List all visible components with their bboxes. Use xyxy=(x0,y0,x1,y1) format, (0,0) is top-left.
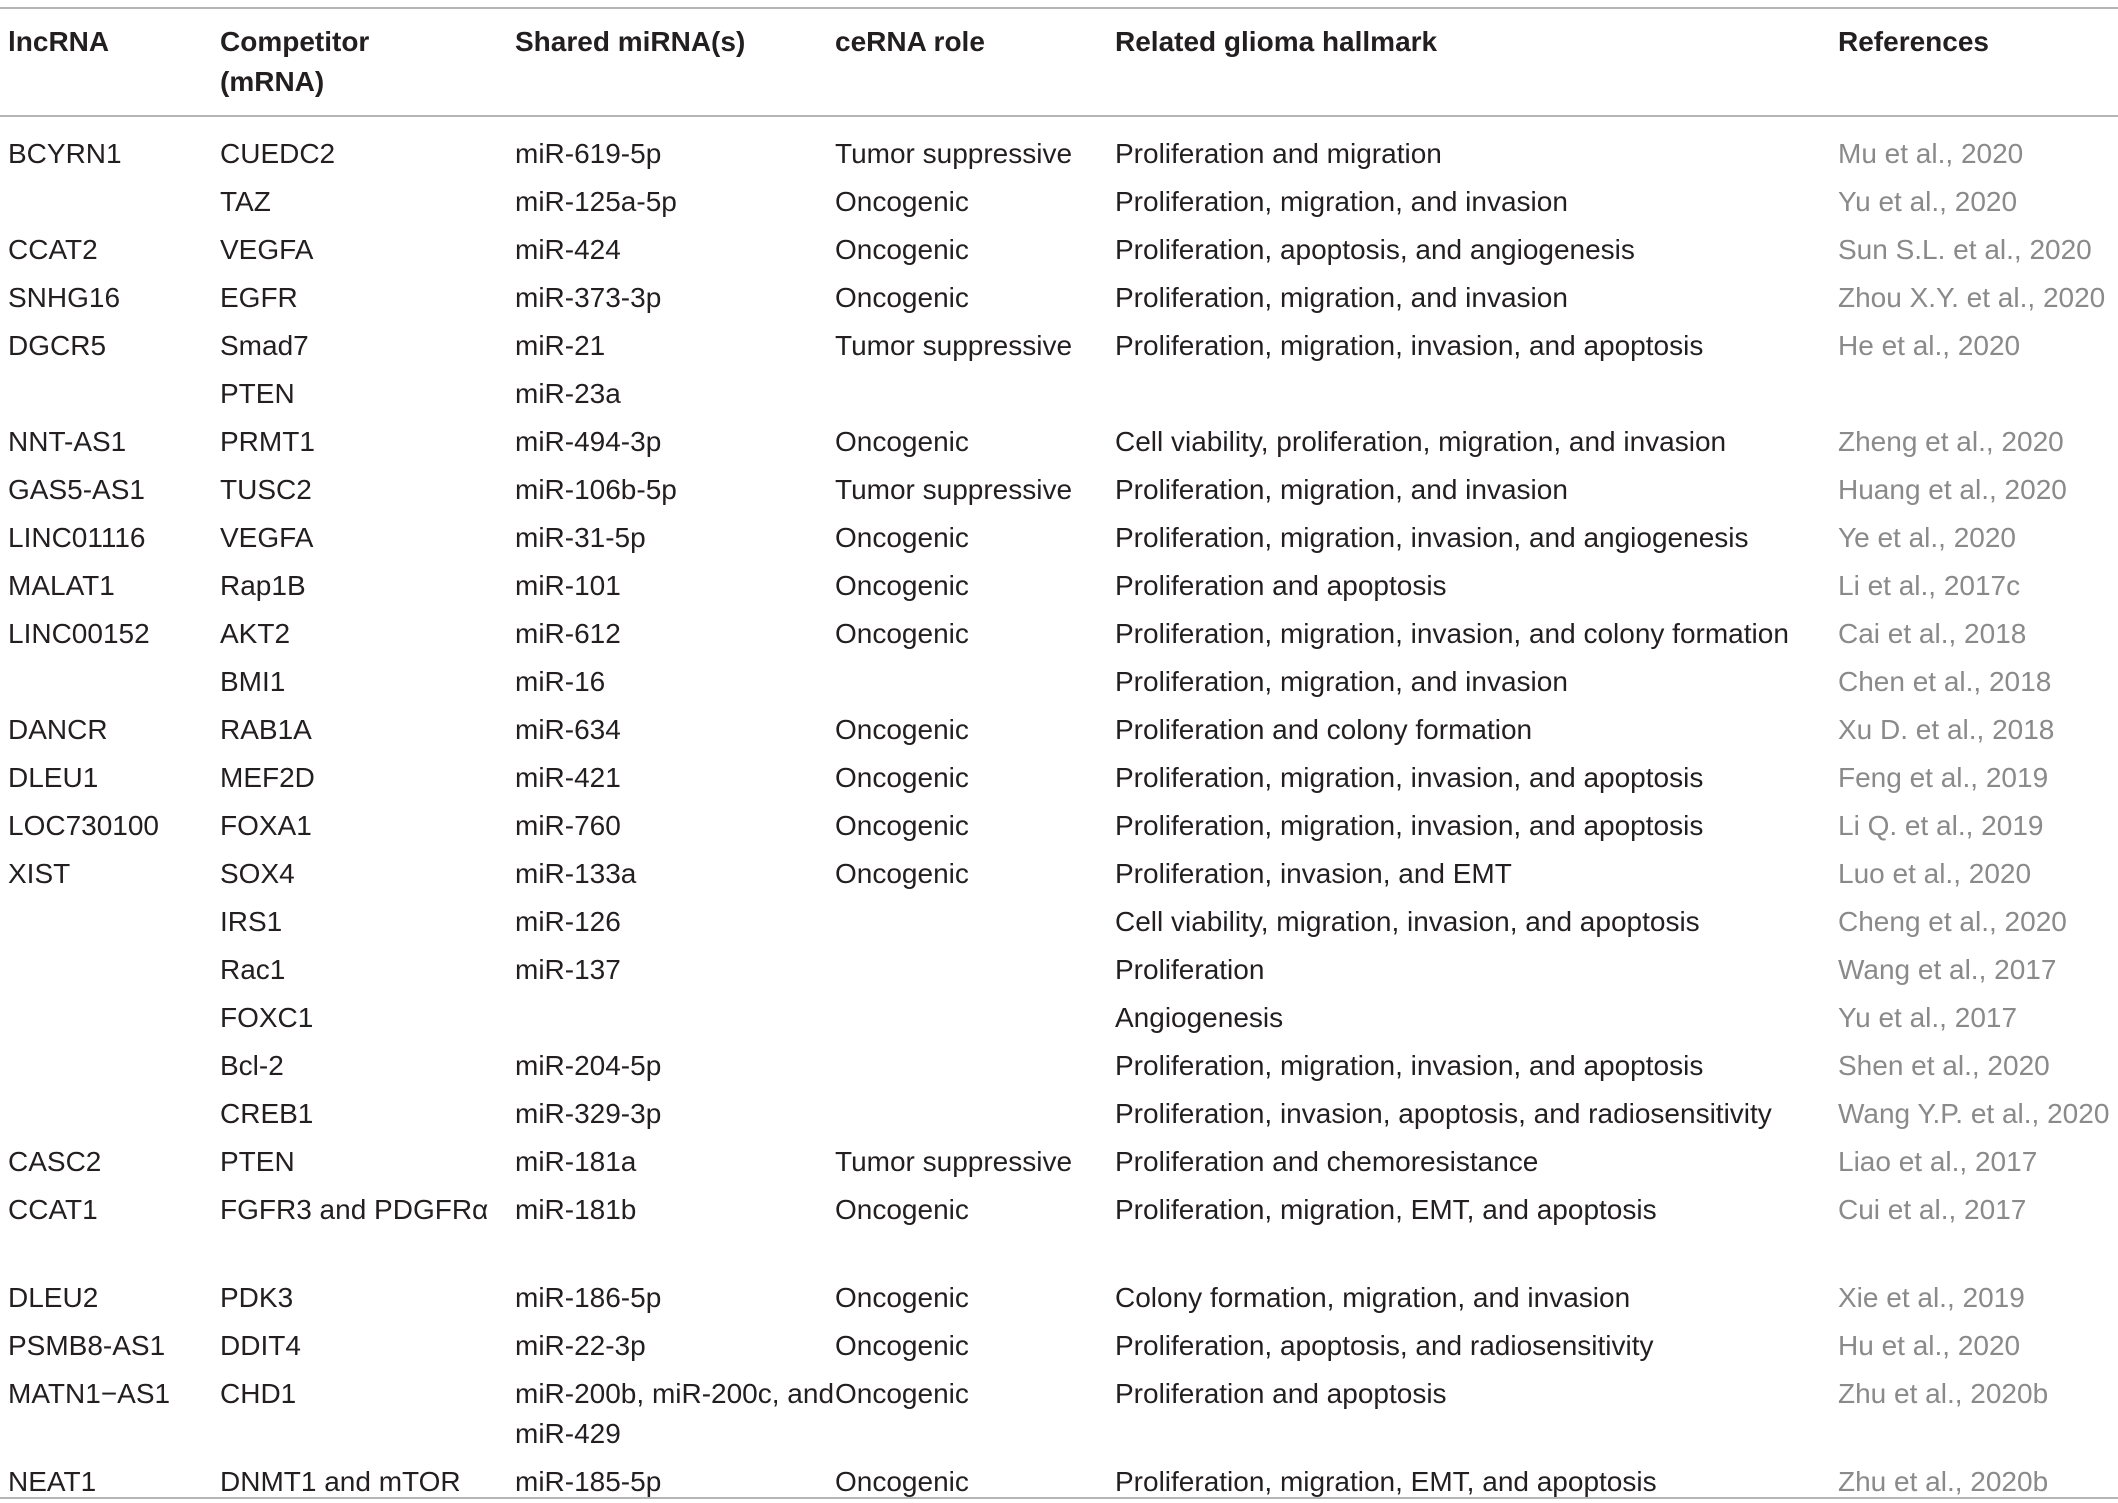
cell-mirna: miR-16 xyxy=(515,666,606,697)
header-mirna: Shared miRNA(s) xyxy=(515,26,746,57)
cell-hallmark: Colony formation, migration, and invasion xyxy=(1115,1282,1631,1313)
table-row xyxy=(0,1366,2118,1454)
cell-reference: Xu D. et al., 2018 xyxy=(1838,714,2055,745)
cell-competitor: DDIT4 xyxy=(220,1330,301,1361)
cell-lncrna: DGCR5 xyxy=(8,330,107,361)
table-row xyxy=(0,894,2118,942)
table-row xyxy=(0,1454,2118,1502)
cell-reference: Zheng et al., 2020 xyxy=(1838,426,2064,457)
cell-lncrna: CASC2 xyxy=(8,1146,102,1177)
cell-mirna: miR-22-3p xyxy=(515,1330,646,1361)
cell-lncrna: XIST xyxy=(8,858,71,889)
table-row xyxy=(0,990,2118,1038)
cell-hallmark: Proliferation, migration, invasion, and angiogenesis xyxy=(1115,522,1749,553)
cell-cerna-role: Oncogenic xyxy=(835,1466,969,1497)
cell-hallmark: Proliferation and apoptosis xyxy=(1115,570,1447,601)
cell-competitor: FOXA1 xyxy=(220,810,312,841)
cell-mirna: miR-421 xyxy=(515,762,621,793)
cell-hallmark: Angiogenesis xyxy=(1115,1002,1284,1033)
table-row xyxy=(0,846,2118,894)
table-body xyxy=(0,115,2118,1502)
cell-hallmark: Proliferation, apoptosis, and angiogenesis xyxy=(1115,234,1635,265)
cell-cerna-role: Oncogenic xyxy=(835,570,969,601)
cell-competitor: AKT2 xyxy=(220,618,291,649)
cell-mirna: miR-373-3p xyxy=(515,282,662,313)
cell-mirna: miR-200b, miR-200c, and miR-429 xyxy=(515,1378,835,1449)
cell-hallmark: Proliferation and apoptosis xyxy=(1115,1378,1447,1409)
cell-lncrna xyxy=(0,1038,220,1086)
cell-hallmark: Proliferation, migration, and invasion xyxy=(1115,666,1568,697)
cell-competitor: CUEDC2 xyxy=(220,138,336,169)
cell-reference: Wang et al., 2017 xyxy=(1838,954,2057,985)
cell-lncrna: SNHG16 xyxy=(8,282,121,313)
cell-competitor: RAB1A xyxy=(220,714,312,745)
cell-competitor: Smad7 xyxy=(220,330,309,361)
cell-reference: Mu et al., 2020 xyxy=(1838,138,2024,169)
cell-mirna: miR-133a xyxy=(515,858,637,889)
cell-lncrna xyxy=(0,1086,220,1134)
cell-competitor: CREB1 xyxy=(220,1098,314,1129)
cell-hallmark: Proliferation, invasion, and EMT xyxy=(1115,858,1512,889)
table-row xyxy=(0,702,2118,750)
cell-hallmark: Proliferation, migration, invasion, and colony formation xyxy=(1115,618,1789,649)
table-row xyxy=(0,270,2118,318)
cell-hallmark: Cell viability, proliferation, migration, and invasion xyxy=(1115,426,1727,457)
cell-competitor: MEF2D xyxy=(220,762,315,793)
cell-competitor: Rac1 xyxy=(220,954,286,985)
cell-reference: Liao et al., 2017 xyxy=(1838,1146,2038,1177)
cell-lncrna: MATN1−AS1 xyxy=(8,1378,171,1409)
cell-cerna-role: Oncogenic xyxy=(835,282,969,313)
cell-reference: Chen et al., 2018 xyxy=(1838,666,2052,697)
cell-mirna xyxy=(515,990,835,1038)
cell-mirna: miR-612 xyxy=(515,618,621,649)
cell-hallmark: Proliferation, migration, invasion, and apoptosis xyxy=(1115,810,1704,841)
cell-lncrna: CCAT2 xyxy=(8,234,98,265)
cell-competitor: PTEN xyxy=(220,1146,295,1177)
cell-reference: Zhu et al., 2020b xyxy=(1838,1378,2049,1409)
cell-hallmark: Cell viability, migration, invasion, and apoptosis xyxy=(1115,906,1700,937)
cell-reference: Cui et al., 2017 xyxy=(1838,1194,2027,1225)
cell-mirna: miR-126 xyxy=(515,906,621,937)
cell-lncrna: DANCR xyxy=(8,714,108,745)
cell-competitor: IRS1 xyxy=(220,906,283,937)
cell-competitor: EGFR xyxy=(220,282,298,313)
cell-competitor: PRMT1 xyxy=(220,426,315,457)
cell-lncrna xyxy=(0,654,220,702)
cell-cerna-role: Oncogenic xyxy=(835,618,969,649)
cell-reference: Zhou X.Y. et al., 2020 xyxy=(1838,282,2106,313)
cell-cerna-role: Tumor suppressive xyxy=(835,1146,1073,1177)
cell-reference: Li et al., 2017c xyxy=(1838,570,2021,601)
cell-competitor: PDK3 xyxy=(220,1282,294,1313)
cell-hallmark: Proliferation, migration, and invasion xyxy=(1115,474,1568,505)
cell-lncrna: BCYRN1 xyxy=(8,138,122,169)
cell-cerna-role: Oncogenic xyxy=(835,1378,969,1409)
cell-cerna-role: Tumor suppressive xyxy=(835,330,1073,361)
cell-hallmark: Proliferation, migration, invasion, and apoptosis xyxy=(1115,1050,1704,1081)
cell-cerna-role: Oncogenic xyxy=(835,522,969,553)
table-row xyxy=(0,174,2118,222)
table-row xyxy=(0,1134,2118,1182)
cell-hallmark: Proliferation and migration xyxy=(1115,138,1442,169)
cell-competitor: Rap1B xyxy=(220,570,306,601)
cell-hallmark: Proliferation, migration, invasion, and apoptosis xyxy=(1115,330,1704,361)
table-row xyxy=(0,462,2118,510)
cell-mirna: miR-21 xyxy=(515,330,606,361)
cell-reference: Yu et al., 2017 xyxy=(1838,1002,2018,1033)
cell-hallmark: Proliferation, migration, and invasion xyxy=(1115,186,1568,217)
header-references: References xyxy=(1838,26,1989,57)
table-row xyxy=(0,366,2118,414)
cell-competitor: PTEN xyxy=(220,378,295,409)
cell-competitor: TAZ xyxy=(220,186,271,217)
cell-competitor: TUSC2 xyxy=(220,474,312,505)
cell-reference: Cai et al., 2018 xyxy=(1838,618,2027,649)
table-row xyxy=(0,606,2118,654)
cell-reference: Feng et al., 2019 xyxy=(1838,762,2049,793)
cell-lncrna: DLEU2 xyxy=(8,1282,99,1313)
cell-mirna: miR-125a-5p xyxy=(515,186,677,217)
cell-cerna-role xyxy=(835,990,1115,1038)
cell-mirna: miR-185-5p xyxy=(515,1466,662,1497)
cell-lncrna: NEAT1 xyxy=(8,1466,97,1497)
table-row xyxy=(0,1086,2118,1134)
cell-competitor: DNMT1 and mTOR xyxy=(220,1466,461,1497)
cell-hallmark: Proliferation and chemoresistance xyxy=(1115,1146,1539,1177)
cell-lncrna: NNT-AS1 xyxy=(8,426,127,457)
cell-mirna: miR-424 xyxy=(515,234,621,265)
cell-hallmark: Proliferation, migration, EMT, and apoptosis xyxy=(1115,1194,1657,1225)
cell-competitor: SOX4 xyxy=(220,858,295,889)
cell-competitor: FOXC1 xyxy=(220,1002,314,1033)
cell-hallmark: Proliferation, migration, and invasion xyxy=(1115,282,1568,313)
table-row xyxy=(0,1038,2118,1086)
cell-lncrna xyxy=(0,366,220,414)
table-row xyxy=(0,318,2118,366)
table-row xyxy=(0,750,2118,798)
cell-mirna: miR-634 xyxy=(515,714,621,745)
cell-cerna-role: Oncogenic xyxy=(835,1282,969,1313)
cell-lncrna: MALAT1 xyxy=(8,570,115,601)
table-row xyxy=(0,798,2118,846)
cell-hallmark: Proliferation xyxy=(1115,954,1265,985)
table-header xyxy=(0,8,2118,115)
cell-lncrna: LINC00152 xyxy=(8,618,150,649)
cell-lncrna xyxy=(0,174,220,222)
cell-hallmark: Proliferation, invasion, apoptosis, and radiosensitivity xyxy=(1115,1098,1772,1129)
table-row xyxy=(0,1182,2118,1270)
table-row xyxy=(0,414,2118,462)
cell-reference: Wang Y.P. et al., 2020 xyxy=(1838,1098,2110,1129)
cell-cerna-role: Oncogenic xyxy=(835,186,969,217)
cell-mirna: miR-106b-5p xyxy=(515,474,677,505)
cell-reference: Yu et al., 2020 xyxy=(1838,186,2018,217)
table-row xyxy=(0,1318,2118,1366)
cell-lncrna: CCAT1 xyxy=(8,1194,98,1225)
cell-reference: Sun S.L. et al., 2020 xyxy=(1838,234,2092,265)
cell-mirna: miR-137 xyxy=(515,954,621,985)
table-row xyxy=(0,558,2118,606)
table-row xyxy=(0,1270,2118,1318)
cell-cerna-role: Oncogenic xyxy=(835,714,969,745)
cell-competitor: BMI1 xyxy=(220,666,286,697)
cell-reference: Shen et al., 2020 xyxy=(1838,1050,2050,1081)
table-row xyxy=(0,115,2118,174)
cell-reference: Hu et al., 2020 xyxy=(1838,1330,2021,1361)
cell-competitor: FGFR3 and PDGFRα xyxy=(220,1194,489,1225)
header-competitor-line1: Competitor xyxy=(220,26,370,57)
header-lncrna: lncRNA xyxy=(8,26,110,57)
cell-cerna-role: Tumor suppressive xyxy=(835,474,1073,505)
cell-hallmark: Proliferation, apoptosis, and radiosensitivity xyxy=(1115,1330,1654,1361)
cell-mirna: miR-186-5p xyxy=(515,1282,662,1313)
cell-lncrna: LINC01116 xyxy=(8,522,146,553)
table-row xyxy=(0,654,2118,702)
cell-mirna: miR-619-5p xyxy=(515,138,662,169)
cell-lncrna: GAS5-AS1 xyxy=(8,474,145,505)
cell-mirna: miR-23a xyxy=(515,378,621,409)
cell-hallmark: Proliferation, migration, invasion, and apoptosis xyxy=(1115,762,1704,793)
cell-reference xyxy=(1838,366,2118,414)
cell-mirna: miR-329-3p xyxy=(515,1098,662,1129)
cell-hallmark xyxy=(1115,366,1838,414)
header-hallmark: Related glioma hallmark xyxy=(1115,26,1438,57)
table-row xyxy=(0,510,2118,558)
cell-reference: Cheng et al., 2020 xyxy=(1838,906,2067,937)
cell-lncrna xyxy=(0,894,220,942)
cell-mirna: miR-101 xyxy=(515,570,621,601)
cell-mirna: miR-204-5p xyxy=(515,1050,662,1081)
cell-reference: Luo et al., 2020 xyxy=(1838,858,2032,889)
cell-reference: Huang et al., 2020 xyxy=(1838,474,2067,505)
header-role: ceRNA role xyxy=(835,26,985,57)
cell-reference: Zhu et al., 2020b xyxy=(1838,1466,2049,1497)
cell-lncrna xyxy=(0,942,220,990)
cell-cerna-role xyxy=(835,942,1115,990)
cell-cerna-role xyxy=(835,654,1115,702)
cell-lncrna: PSMB8-AS1 xyxy=(8,1330,166,1361)
cell-cerna-role: Oncogenic xyxy=(835,234,969,265)
cell-cerna-role xyxy=(835,366,1115,414)
cell-cerna-role: Oncogenic xyxy=(835,810,969,841)
cell-lncrna xyxy=(0,990,220,1038)
cell-mirna: miR-181b xyxy=(515,1194,637,1225)
cell-reference: Xie et al., 2019 xyxy=(1838,1282,2025,1313)
cell-reference: He et al., 2020 xyxy=(1838,330,2021,361)
cell-cerna-role xyxy=(835,1038,1115,1086)
cell-competitor: Bcl-2 xyxy=(220,1050,284,1081)
cell-competitor: VEGFA xyxy=(220,234,314,265)
cell-reference: Ye et al., 2020 xyxy=(1838,522,2017,553)
cell-hallmark: Proliferation, migration, EMT, and apoptosis xyxy=(1115,1466,1657,1497)
cell-mirna: miR-760 xyxy=(515,810,621,841)
header-competitor-line2: (mRNA) xyxy=(220,66,325,97)
table-row xyxy=(0,942,2118,990)
cell-cerna-role: Oncogenic xyxy=(835,1330,969,1361)
cerna-table xyxy=(0,8,2118,1502)
cell-mirna: miR-494-3p xyxy=(515,426,662,457)
cell-cerna-role xyxy=(835,1086,1115,1134)
cell-cerna-role: Oncogenic xyxy=(835,1194,969,1225)
cell-cerna-role: Oncogenic xyxy=(835,426,969,457)
cell-competitor: CHD1 xyxy=(220,1378,297,1409)
cell-cerna-role: Tumor suppressive xyxy=(835,138,1073,169)
cell-cerna-role: Oncogenic xyxy=(835,762,969,793)
cell-mirna: miR-181a xyxy=(515,1146,637,1177)
cell-mirna: miR-31-5p xyxy=(515,522,646,553)
header-competitor xyxy=(220,8,515,115)
cell-cerna-role: Oncogenic xyxy=(835,858,969,889)
header-row xyxy=(0,8,2118,115)
cell-lncrna: DLEU1 xyxy=(8,762,99,793)
cell-competitor: VEGFA xyxy=(220,522,314,553)
table-row xyxy=(0,222,2118,270)
cell-lncrna: LOC730100 xyxy=(8,810,160,841)
cell-cerna-role xyxy=(835,894,1115,942)
cell-reference: Li Q. et al., 2019 xyxy=(1838,810,2044,841)
cell-hallmark: Proliferation and colony formation xyxy=(1115,714,1533,745)
